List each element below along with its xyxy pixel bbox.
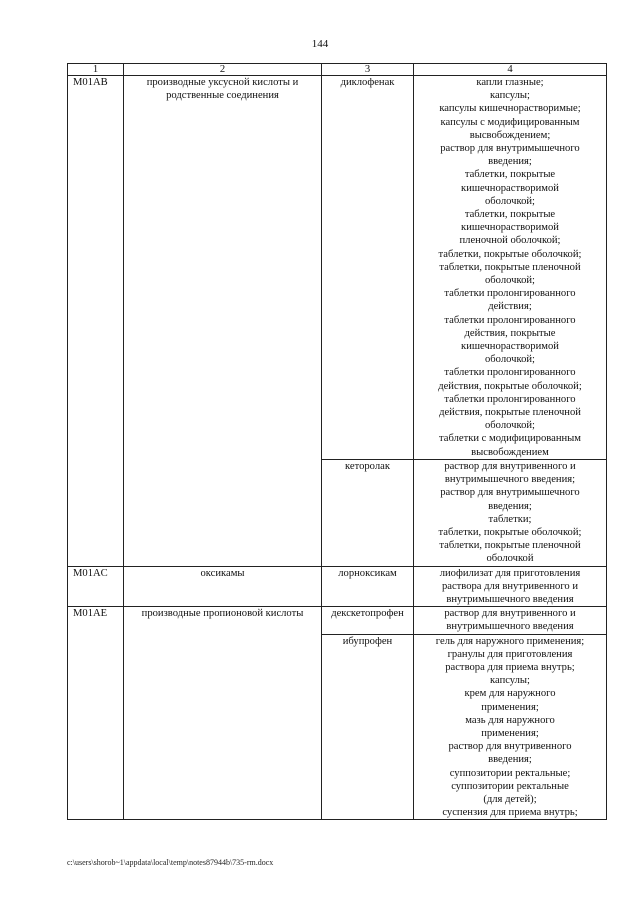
dosage-form-line: таблетки, покрытые [464,169,556,181]
table-row [68,607,607,634]
dosage-forms-cell [414,76,607,460]
dosage-form-line: раствор для внутримышечного [440,143,580,155]
dosage-form-line: таблетки; [488,513,532,525]
dosage-form-line: применения; [481,701,539,713]
dosage-form-line: таблетки пролонгированного [444,393,576,405]
dosage-form-line: капсулы; [490,90,530,102]
dosage-form-line: оболочкой; [485,420,535,432]
dosage-form-line: пленочной оболочкой; [459,235,561,247]
group-name-cell: производные уксусной кислоты и родственные соединения [124,76,322,567]
drug-name-cell: лорноксикам [322,566,414,607]
drug-name-cell: диклофенак [322,76,414,460]
dosage-forms-cell [414,566,607,607]
group-name-cell: производные пропионовой кислоты [124,607,322,820]
page-number: 144 [311,38,329,50]
dosage-form-line: раствор для внутривенного и [444,608,576,620]
dosage-form-line: раствора для внутривенного и [441,580,579,592]
dosage-form-line: раствор для внутривенного и [444,460,576,472]
dosage-form-line: крем для наружного [464,688,556,700]
header-cell-1: 1 [68,64,124,76]
dosage-form-line: таблетки, покрытые пленочной [439,261,581,273]
dosage-forms-cell [414,459,607,566]
drug-name-cell: декскетопрофен [322,607,414,634]
dosage-form-line: гель для наружного применения; [435,635,585,647]
dosage-form-line: высвобождением; [469,129,551,141]
dosage-form-line: таблетки пролонгированного [444,288,576,300]
dosage-form-line: введения; [488,156,532,168]
dosage-form-line: действия; [488,301,532,313]
dosage-form-line: суппозитории ректальные; [449,767,571,779]
table-row [68,76,607,460]
dosage-form-line: внутримышечного введения [446,593,574,605]
dosage-forms-cell [414,607,607,634]
dosage-form-line: введения; [488,500,532,512]
drug-name-cell: кеторолак [322,459,414,566]
drug-table [67,63,607,820]
dosage-form-line: кишечнорастворимой [461,222,559,234]
dosage-form-line: гранулы для приготовления [447,648,573,660]
group-name-cell: оксикамы [124,566,322,607]
table-row [68,566,607,607]
table-header [68,64,607,76]
dosage-form-line: внутримышечного введения; [444,474,576,486]
header-row [68,64,607,76]
dosage-form-line: раствор для внутривенного [448,741,572,753]
dosage-form-line: введения; [488,754,532,766]
dosage-form-line: применения; [481,727,539,739]
dosage-form-line: действия, покрытые оболочкой; [438,380,582,392]
dosage-form-line: суспензия для приема внутрь; [442,807,578,819]
drug-name-cell: ибупрофен [322,634,414,820]
dosage-form-line: капли глазные; [476,77,544,88]
atc-code-cell: M01AC [68,566,124,607]
footer-file-path: c:\users\shorob~1\appdata\local\temp\notes87944b\735-rm.docx [67,858,274,867]
atc-code-cell: M01AE [68,607,124,820]
dosage-form-line: оболочкой; [485,195,535,207]
dosage-form-line: оболочкой; [485,354,535,366]
dosage-form-line: действия, покрытые [464,327,556,339]
dosage-form-line: кишечнорастворимой [461,182,559,194]
dosage-form-line: мазь для наружного [465,714,555,726]
dosage-form-line: суппозитории ректальные [451,780,569,792]
dosage-form-line: оболочкой; [485,275,535,287]
header-cell-3: 3 [322,64,414,76]
dosage-form-line: (для детей); [483,793,537,805]
dosage-form-line: таблетки пролонгированного [444,314,576,326]
dosage-form-line: таблетки, покрытые пленочной [439,540,581,552]
dosage-form-line: высвобождением [471,446,549,458]
dosage-form-line: таблетки с модифицированным [439,433,581,445]
dosage-form-line: действия, покрытые пленочной [439,407,581,419]
dosage-form-line: раствор для внутримышечного [440,487,580,499]
dosage-forms-cell [414,634,607,820]
dosage-form-line: кишечнорастворимой [461,341,559,353]
dosage-form-line: раствора для приема внутрь; [445,661,575,673]
dosage-form-line: капсулы с модифицированным [440,116,580,128]
table-body [68,76,607,820]
dosage-form-line: внутримышечного введения [446,621,574,633]
dosage-form-line: таблетки, покрытые оболочкой; [438,526,582,538]
dosage-form-line: капсулы кишечнорастворимые; [439,103,581,115]
dosage-form-line: капсулы; [490,675,530,687]
header-cell-2: 2 [124,64,322,76]
dosage-form-line: таблетки пролонгированного [444,367,576,379]
dosage-form-line: таблетки, покрытые [464,209,556,221]
header-cell-4: 4 [414,64,607,76]
atc-code-cell: M01AB [68,76,124,567]
dosage-form-line: таблетки, покрытые оболочкой; [438,248,582,260]
dosage-form-line: оболочкой [486,553,534,565]
dosage-form-line: лиофилизат для приготовления [439,567,581,579]
